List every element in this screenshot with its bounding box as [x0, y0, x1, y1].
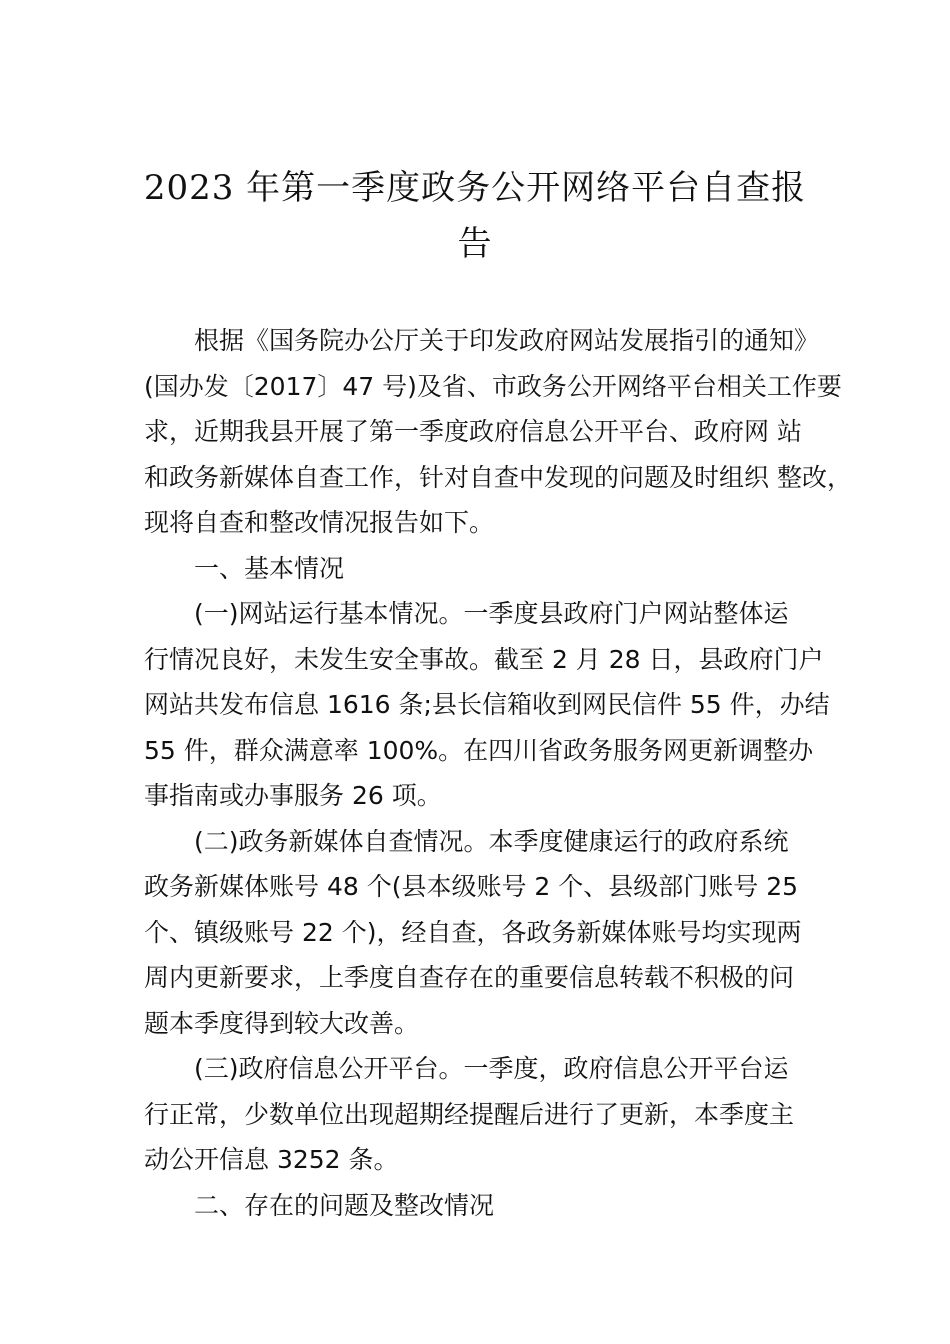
paragraph-website: [144, 591, 856, 819]
text-line: 动公开信息 3252 条。: [144, 1145, 399, 1174]
title-line-2: 告: [457, 224, 493, 264]
text-line: 行情况良好，未发生安全事故。截至 2 月 28 日，县政府门户: [144, 644, 824, 674]
paragraph-new-media: [144, 819, 856, 1047]
text-line: 个、镇级账号 22 个)，经自查，各政务新媒体账号均实现两: [144, 917, 802, 947]
text-line: 行正常，少数单位出现超期经提醒后进行了更新，本季度主: [144, 1099, 795, 1129]
text-line: 网站共发布信息 1616 条;县长信箱收到网民信件 55 件，办结: [144, 690, 830, 719]
text-line: 题本季度得到较大改善。: [144, 1008, 420, 1038]
text-line: 周内更新要求，上季度自查存在的重要信息转载不积极的问: [144, 963, 795, 992]
text-line: 事指南或办事服务 26 项。: [144, 781, 442, 810]
heading-text: 二、存在的问题及整改情况: [194, 1190, 495, 1220]
heading-text: 一、基本情况: [194, 553, 345, 583]
section-heading-1: [144, 546, 856, 592]
text-line: (一)网站运行基本情况。一季度县政府门户网站整体运: [194, 599, 789, 628]
text-line: 55 件，群众满意率 100%。在四川省政务服务网更新调整办: [144, 735, 814, 765]
document-title: [140, 160, 810, 272]
document-body: [144, 318, 856, 1228]
paragraph-info-platform: [144, 1046, 856, 1183]
text-line: 和政务新媒体自查工作，针对自查中发现的问题及时组织 整改，: [144, 462, 852, 492]
text-line: (二)政务新媒体自查情况。本季度健康运行的政府系统: [194, 826, 789, 856]
title-line-1: 2023 年第一季度政务公开网络平台自查报: [143, 168, 807, 208]
section-heading-2: [144, 1183, 856, 1229]
text-line: (三)政府信息公开平台。一季度，政府信息公开平台运: [194, 1054, 789, 1083]
paragraph-intro: [144, 318, 856, 546]
text-line: 求，近期我县开展了第一季度政府信息公开平台、政府网 站: [144, 417, 802, 446]
text-line: 现将自查和整改情况报告如下。: [144, 508, 495, 537]
text-line: 根据《国务院办公厅关于印发政府网站发展指引的通知》: [194, 326, 820, 355]
text-line: (国办发〔2017〕47 号)及省、市政务公开网络平台相关工作要: [144, 371, 842, 401]
text-line: 政务新媒体账号 48 个(县本级账号 2 个、县级部门账号 25: [144, 872, 799, 901]
